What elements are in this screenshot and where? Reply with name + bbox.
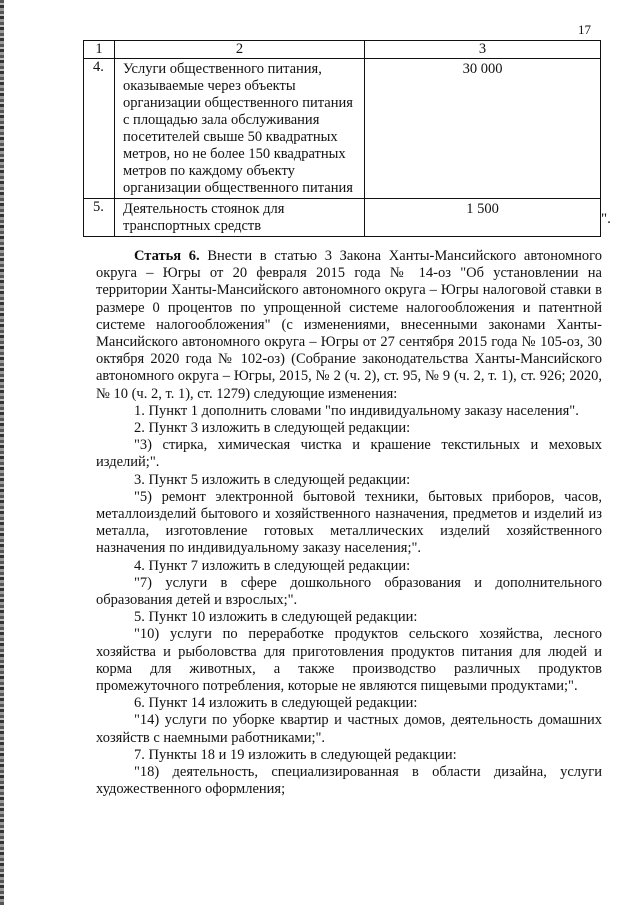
paragraph: "10) услуги по переработке продуктов сельского хозяйства, лесного хозяйства и рыболовства для приготовления продуктов питания для людей и корма для животных, а также производство различных продуктов промежуточного потребления, которые не являются пищевыми продуктами;".	[96, 626, 602, 695]
row-number: 4.	[84, 59, 115, 199]
scan-binding-edge	[0, 0, 4, 905]
table-header-cell: 3	[365, 41, 601, 59]
row-description: Услуги общественного питания, оказываемые через объекты организации общественного питания с площадью зала обслуживания посетителей свыше 50 квадратных метров, но не более 150 квадратных метров по каждому объекту организации общественного питания	[115, 59, 365, 199]
paragraph: 1. Пункт 1 дополнить словами "по индивидуальному заказу населения".	[134, 402, 579, 419]
paragraph: 3. Пункт 5 изложить в следующей редакции:	[134, 471, 411, 488]
paragraph: 2. Пункт 3 изложить в следующей редакции:	[134, 420, 411, 437]
row-number: 5.	[84, 199, 115, 237]
row-value: 30 000	[365, 59, 601, 199]
table-header-cell: 2	[115, 41, 365, 59]
paragraph: "14) услуги по уборке квартир и частных домов, деятельность домашних хозяйств с наемными работниками;".	[96, 712, 602, 746]
paragraph: 4. Пункт 7 изложить в следующей редакции:	[134, 557, 411, 574]
paragraph: "18) деятельность, специализированная в области дизайна, услуги художественного оформления;	[96, 764, 602, 798]
fee-table	[83, 40, 601, 237]
row-description: Деятельность стоянок для транспортных средств	[115, 199, 365, 237]
paragraph: "7) услуги в сфере дошкольного образования и дополнительного образования детей и взрослых;".	[96, 574, 602, 609]
paragraph: "3) стирка, химическая чистка и крашение текстильных и меховых изделий;".	[96, 437, 602, 471]
table-header-row	[84, 41, 601, 59]
paragraph: 5. Пункт 10 изложить в следующей редакции:	[134, 609, 418, 626]
article-intro	[96, 248, 602, 403]
article-intro-text: Внести в статью 3 Закона Ханты-Мансийского автономного округа – Югры от 20 февраля 2015 года № 14-оз "Об установлении на территории Ханты-Мансийского автономного округа – Югры налоговой ставки в размере 0 процентов по упрощенной системе налогообложения и патентной системе налогообложения" (с изменениями, внесенными законами Ханты-Мансийского автономного округа – Югры от 27 сентября 2015 года № 105-оз, 30 октября 2020 года № 102-оз) (Собрание законодательства Ханты-Мансийского автономного округа – Югры, 2015, № 2 (ч. 2), ст. 95, № 9 (ч. 2, т. 1), ст. 926; 2020, № 10 (ч. 2, т. 1), ст. 1279) следующие изменения:	[96, 248, 602, 402]
document-body	[96, 248, 602, 799]
table-row	[84, 59, 601, 199]
paragraph: 6. Пункт 14 изложить в следующей редакции:	[134, 695, 418, 712]
table-header-cell: 1	[84, 41, 115, 59]
row-value: 1 500	[365, 199, 601, 237]
page-number: 17	[578, 22, 591, 37]
paragraph: 7. Пункты 18 и 19 изложить в следующей редакции:	[134, 746, 457, 763]
table-row	[84, 199, 601, 237]
paragraph: "5) ремонт электронной бытовой техники, бытовых приборов, часов, металлоизделий бытового и хозяйственного назначения, предметов и изделий из металла, изготовление готовых металлических изделий хозяйственного назначения по индивидуальному заказу населения;".	[96, 488, 602, 557]
article-heading: Статья 6.	[134, 248, 200, 264]
table-closing-quote: ".	[601, 211, 611, 227]
